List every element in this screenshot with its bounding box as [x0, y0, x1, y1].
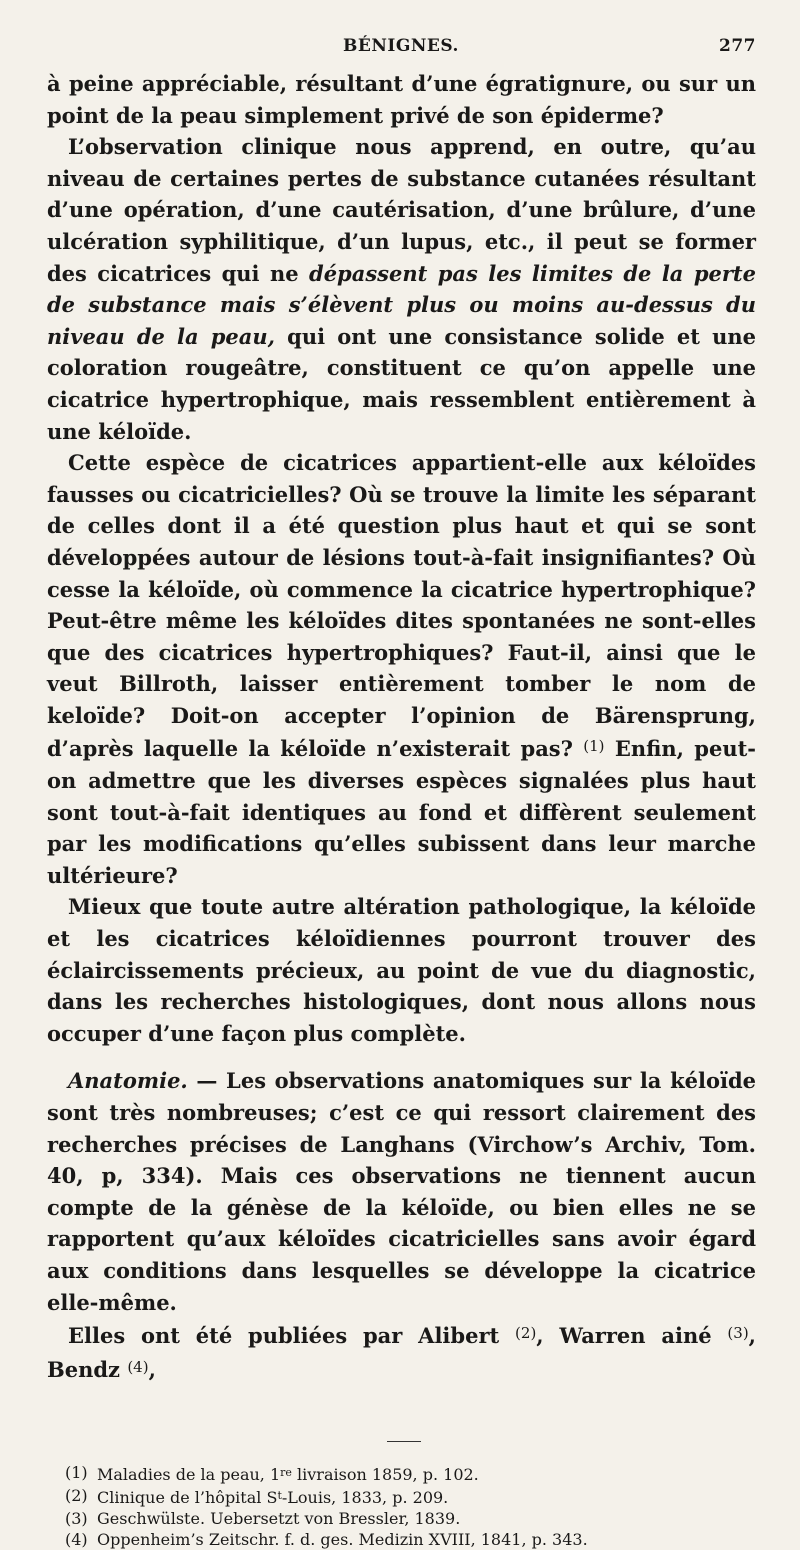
paragraph-2-italic: dépassent pas les limites de la perte de substance mais s’élèvent plus ou moins au-dessus du niveau de la peau,: [47, 260, 756, 349]
footnotes: [47, 1462, 756, 1550]
footnote-text-b: livraison 1859, p. 102.: [291, 1465, 479, 1485]
paragraph-4-text: Mieux que toute autre altération pathologique, la kéloïde et les cicatrices kéloïdiennes pourront trouver des éclaircissements précieux, au point de vue du diagnostic, dans les recherches histologiques, dont nous allons nous occuper d’une façon plus complète.: [47, 894, 756, 1046]
footnote-ref-4: (4): [127, 1357, 149, 1376]
paragraph-5-text: — Les observations anatomiques sur la kéloïde sont très nombreuses; c’est ce qui ressort clairement des recherches précises de Langhans (Virchow’s Archiv, Tom. 40, p, 334). Mais ces observations ne tiennent aucun compte de la génèse de la kéloïde, ou bien elles ne se rapportent qu’aux kéloïdes cicatricielles sans avoir égard aux conditions dans lesquelles se développe la cicatrice elle-même.: [47, 1068, 756, 1315]
paragraph-6: [47, 1318, 756, 1385]
paragraph-3: [47, 447, 756, 891]
paragraph-6-text-b: , Warren ainé: [536, 1323, 712, 1349]
running-title: BÉNIGNES.: [343, 36, 459, 56]
paragraph-2-text-a: L’observation clinique nous apprend, en outre, qu’au niveau de certaines pertes de substance cutanées résultant d’une opération, d’une cautérisation, d’une brûlure, d’une ulcération syphilitique, d’un lupus, etc., il peut se former des cicatrices qui ne: [47, 134, 756, 286]
body-text: [47, 68, 756, 1385]
paragraph-3-text-a: Cette espèce de cicatrices appartient-elle aux kéloïdes fausses ou cicatricielles? Où se trouve la limite les séparant de celles dont il a été question plus haut et qui se sont développées autour de lésions tout-à-fait insignifiantes? Où cesse la kéloïde, où commence la cicatrice hypertrophique? Peut-être même les kéloïdes dites spontanées ne sont-elles que des cicatrices hypertrophiques? Faut-il, ainsi que le veut Billroth, laisser entièrement tomber le nom de keloïde? Doit-on accepter l’opinion de Bärensprung, d’après laquelle la kéloïde n’existerait pas?: [47, 450, 756, 762]
footnote-number: (4): [65, 1530, 88, 1550]
footnote-text-b: -Louis, 1833, p. 209.: [281, 1488, 449, 1508]
footnote-text: [97, 1462, 479, 1485]
paragraph-6-text-d: ,: [148, 1356, 156, 1382]
footnote-text-a: Oppenheim’s Zeitschr. f. d. ges. Medizin XVIII, 1841, p. 343.: [97, 1530, 588, 1550]
footnote-text-a: Maladies de la peau, 1: [97, 1465, 281, 1485]
footnote-ref-2: (2): [515, 1324, 537, 1343]
paragraph-2-text-b: qui ont une consistance solide et une coloration rougeâtre, constituent ce qu’on appelle une cicatrice hypertrophique, mais ressemblent entièrement à une kéloïde.: [47, 323, 756, 444]
paragraph-3-text-b: Enfin, peut-on admettre que les diverses espèces signalées plus haut sont tout-à-fait identiques au fond et diffèrent seulement par les modifications qu’elles subissent dans leur marche ultérieure?: [47, 736, 757, 888]
paragraph-1-text: à peine appréciable, résultant d’une égratignure, ou sur un point de la peau simplement privé de son épiderme?: [47, 71, 756, 128]
paragraph-6-text-a: Elles ont été publiées par Alibert: [68, 1323, 500, 1349]
page-number: 277: [719, 36, 756, 56]
section-heading-anatomie: Anatomie.: [68, 1068, 188, 1094]
paragraph-4: [47, 891, 756, 1049]
footnote-number: (3): [65, 1509, 88, 1529]
paragraph-1: [47, 68, 756, 131]
running-header: [47, 30, 756, 58]
paragraph-2: [47, 131, 756, 447]
footnote-text: [97, 1485, 448, 1508]
footnote-text: [97, 1508, 460, 1529]
footnote-text: [97, 1529, 588, 1550]
footnote-number: (2): [65, 1486, 88, 1506]
footnote-4: [65, 1529, 756, 1550]
paragraph-5: [47, 1065, 756, 1318]
footnote-ref-3: (3): [727, 1324, 749, 1343]
footnote-text-a: Geschwülste. Uebersetzt von Bressler, 1839.: [97, 1509, 461, 1529]
footnote-ref-1: (1): [583, 737, 605, 756]
footnote-3: [65, 1508, 756, 1529]
footnote-sup: re: [280, 1466, 292, 1480]
paragraph-6-text-c: , Bendz: [47, 1323, 756, 1382]
footnote-number: (1): [65, 1463, 88, 1483]
footnote-2: [65, 1485, 756, 1508]
footnote-sup: t: [277, 1489, 282, 1503]
footnote-text-a: Clinique de l’hôpital S: [97, 1488, 278, 1508]
footnote-rule: [387, 1441, 421, 1442]
footnote-1: [65, 1462, 756, 1485]
